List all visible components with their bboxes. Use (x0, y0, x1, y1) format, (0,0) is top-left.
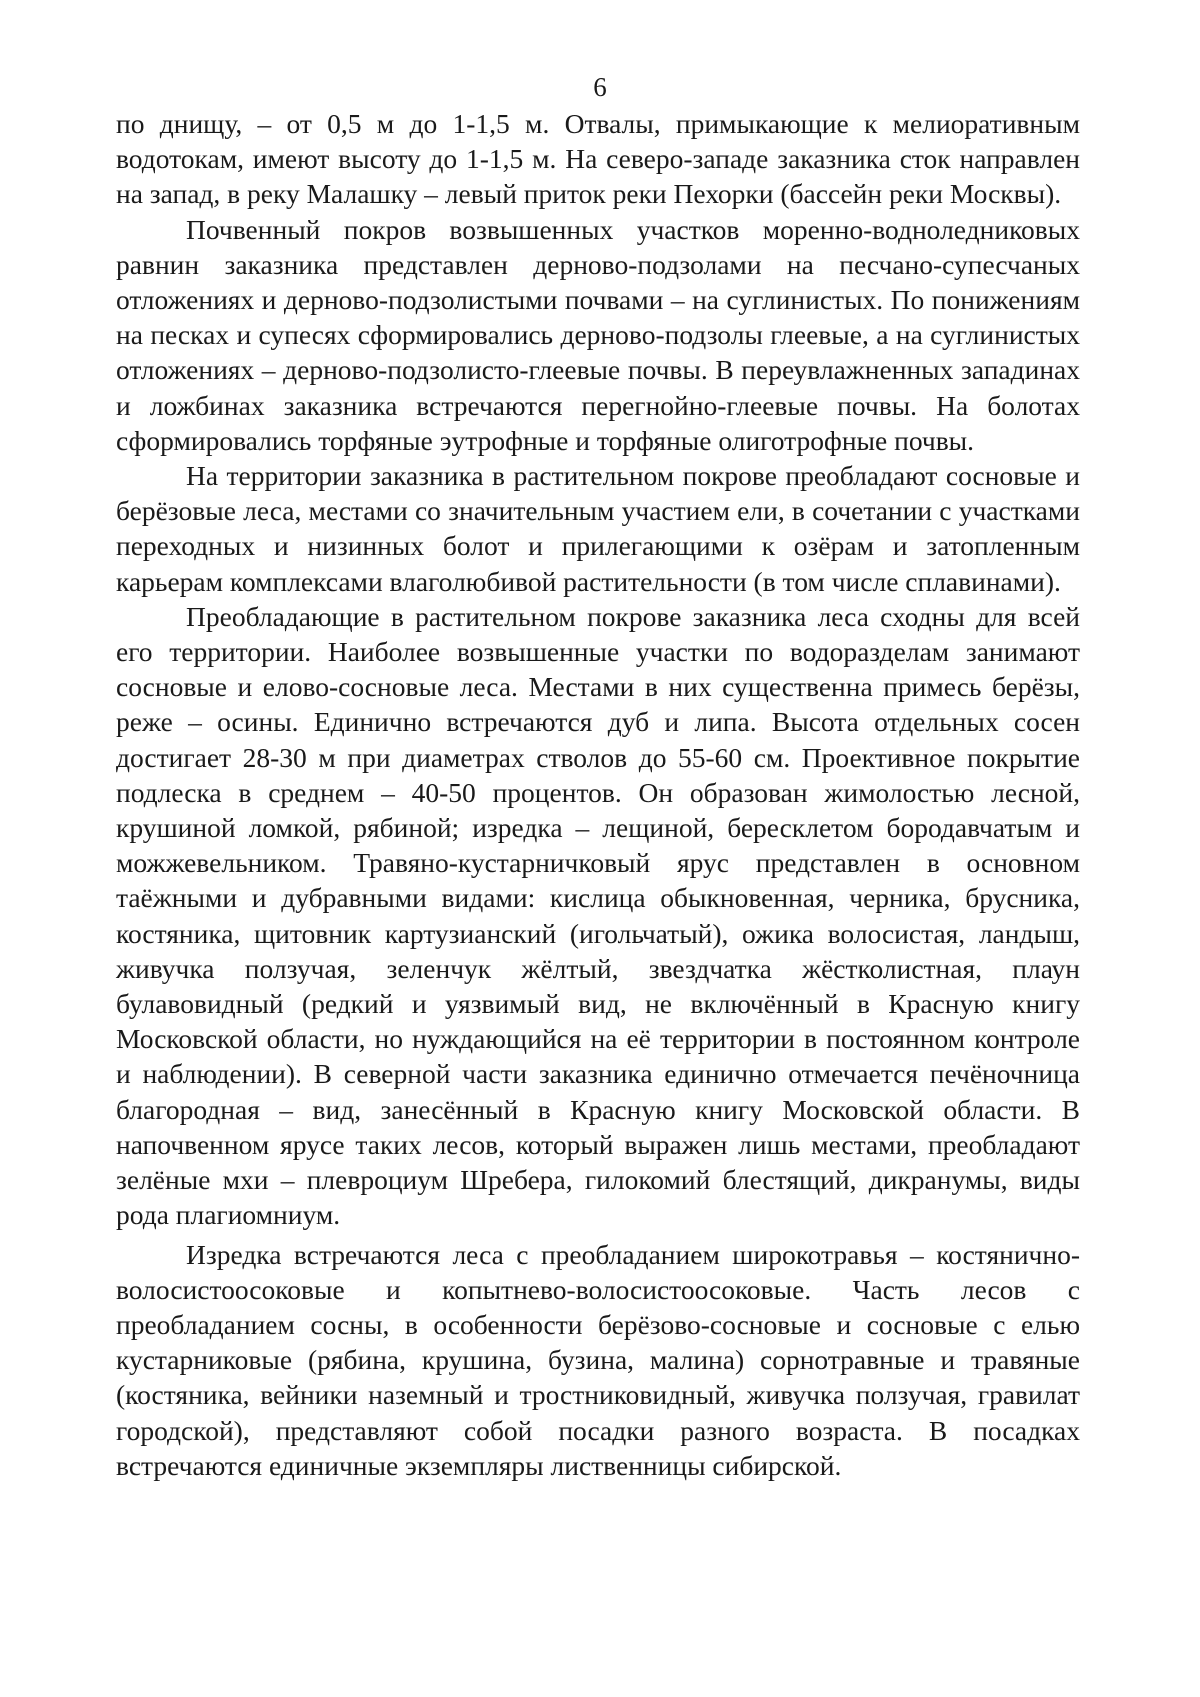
page-number: 6 (593, 72, 607, 102)
document-body (116, 106, 1080, 1483)
paragraph-dominant-forests: Преобладающие в растительном покрове заказника леса сходны для всей его территории. Наиболее возвышенные участки по водоразделам занимают сосновые и елово-сосновые леса. Местами в них существенна примесь берёзы, реже – осины. Единично встречаются дуб и липа. Высота отдельных сосен достигает 28-30 м при диаметрах стволов до 55-60 см. Проективное покрытие подлеска в среднем – 40-50 процентов. Он образован жимолостью лесной, крушиной ломкой, рябиной; изредка – лещиной, бересклетом бородавчатым и можжевельником. Травяно-кустарничковый ярус представлен в основном таёжными и дубравными видами: кислица обыкновенная, черника, брусника, костяника, щитовник картузианский (игольчатый), ожика волосистая, ландыш, живучка ползучая, зеленчук жёлтый, звездчатка жёстколистная, плаун булавовидный (редкий и уязвимый вид, не включённый в Красную книгу Московской области, но нуждающийся на её территории в постоянном контроле и наблюдении). В северной части заказника единично отмечается печёночница благородная – вид, занесённый в Красную книгу Московской области. В напочвенном ярусе таких лесов, который выражен лишь местами, преобладают зелёные мхи – плевроциум Шребера, гилокомий блестящий, дикранумы, виды рода плагиомниум. (116, 600, 1080, 1231)
paragraph-continuation: по днищу, – от 0,5 м до 1-1,5 м. Отвалы, примыкающие к мелиоративным водотокам, имеют высоту до 1-1,5 м. На северо-западе заказника сток направлен на запад, в реку Малашку – левый приток реки Пехорки (бассейн реки Москвы). (116, 108, 1080, 210)
paragraph-soil-cover: Почвенный покров возвышенных участков моренно-водноледниковых равнин заказника представлен дерново-подзолами на песчано-супесчаных отложениях и дерново-подзолистыми почвами – на суглинистых. По понижениям на песках и супесях сформировались дерново-подзолы глеевые, а на суглинистых отложениях – дерново-подзолисто-глеевые почвы. В переувлажненных западинах и ложбинах заказника встречаются перегнойно-глеевые почвы. На болотах сформировались торфяные эутрофные и торфяные олиготрофные почвы. (116, 213, 1080, 456)
paragraph-vegetation-overview: На территории заказника в растительном покрове преобладают сосновые и берёзовые леса, местами со значительным участием ели, в сочетании с участками переходных и низинных болот и прилегающими к озёрам и затопленным карьерам комплексами влаголюбивой растительности (в том числе сплавинами). (116, 460, 1080, 597)
paragraph-broadleaf-forests: Изредка встречаются леса с преобладанием широкотравья – костянично-волосистоосоковые и копытнево-волосистоосоковые. Часть лесов с преобладанием сосны, в особенности берёзово-сосновые и сосновые с елью кустарниковые (рябина, крушина, бузина, малина) сорнотравные и травяные (костяника, вейники наземный и тростниковидный, живучка ползучая, гравилат городской), представляют собой посадки разного возраста. В посадках встречаются единичные экземпляры лиственницы сибирской. (116, 1238, 1080, 1481)
